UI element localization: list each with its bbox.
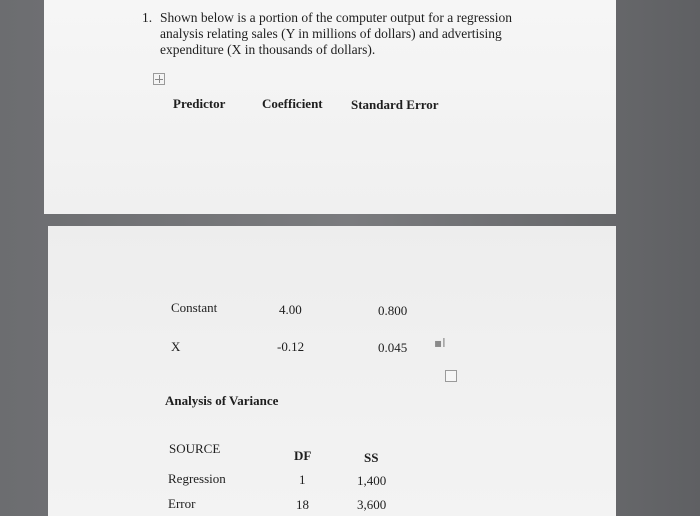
- anova-header-source: SOURCE: [169, 441, 221, 456]
- anova-header-ss: SS: [364, 450, 379, 465]
- checkbox-icon[interactable]: [445, 370, 457, 382]
- row-constant-standard-error: 0.800: [378, 303, 408, 318]
- anova-row-regression-ss: 1,400: [357, 473, 387, 488]
- text-cursor-icon: ▪I: [434, 336, 446, 350]
- move-handle-icon[interactable]: [153, 73, 165, 85]
- anova-row-regression-df: 1: [299, 472, 306, 487]
- question-text-line-1: Shown below is a portion of the computer output for a regression: [160, 10, 513, 25]
- question-text-line-3: expenditure (X in thousands of dollars).: [160, 42, 376, 57]
- anova-row-regression-source: Regression: [168, 471, 226, 486]
- paper-sheet-bottom: [48, 226, 616, 516]
- header-coefficient: Coefficient: [262, 96, 323, 111]
- anova-title: Analysis of Variance: [165, 393, 279, 408]
- row-constant-coefficient: 4.00: [279, 302, 302, 317]
- row-x-coefficient: -0.12: [277, 339, 305, 354]
- question-text-line-2: analysis relating sales (Y in millions of dollars) and advertising: [160, 26, 502, 41]
- header-standard-error: Standard Error: [351, 97, 439, 112]
- anova-row-error-ss: 3,600: [357, 497, 387, 512]
- question-number: 1.: [142, 10, 153, 25]
- row-constant-predictor: Constant: [171, 300, 218, 315]
- anova-row-error-df: 18: [296, 497, 309, 512]
- header-predictor: Predictor: [173, 96, 226, 111]
- anova-row-error-source: Error: [168, 496, 196, 511]
- row-x-standard-error: 0.045: [378, 340, 408, 355]
- row-x-predictor: X: [171, 339, 181, 354]
- anova-header-df: DF: [294, 448, 312, 463]
